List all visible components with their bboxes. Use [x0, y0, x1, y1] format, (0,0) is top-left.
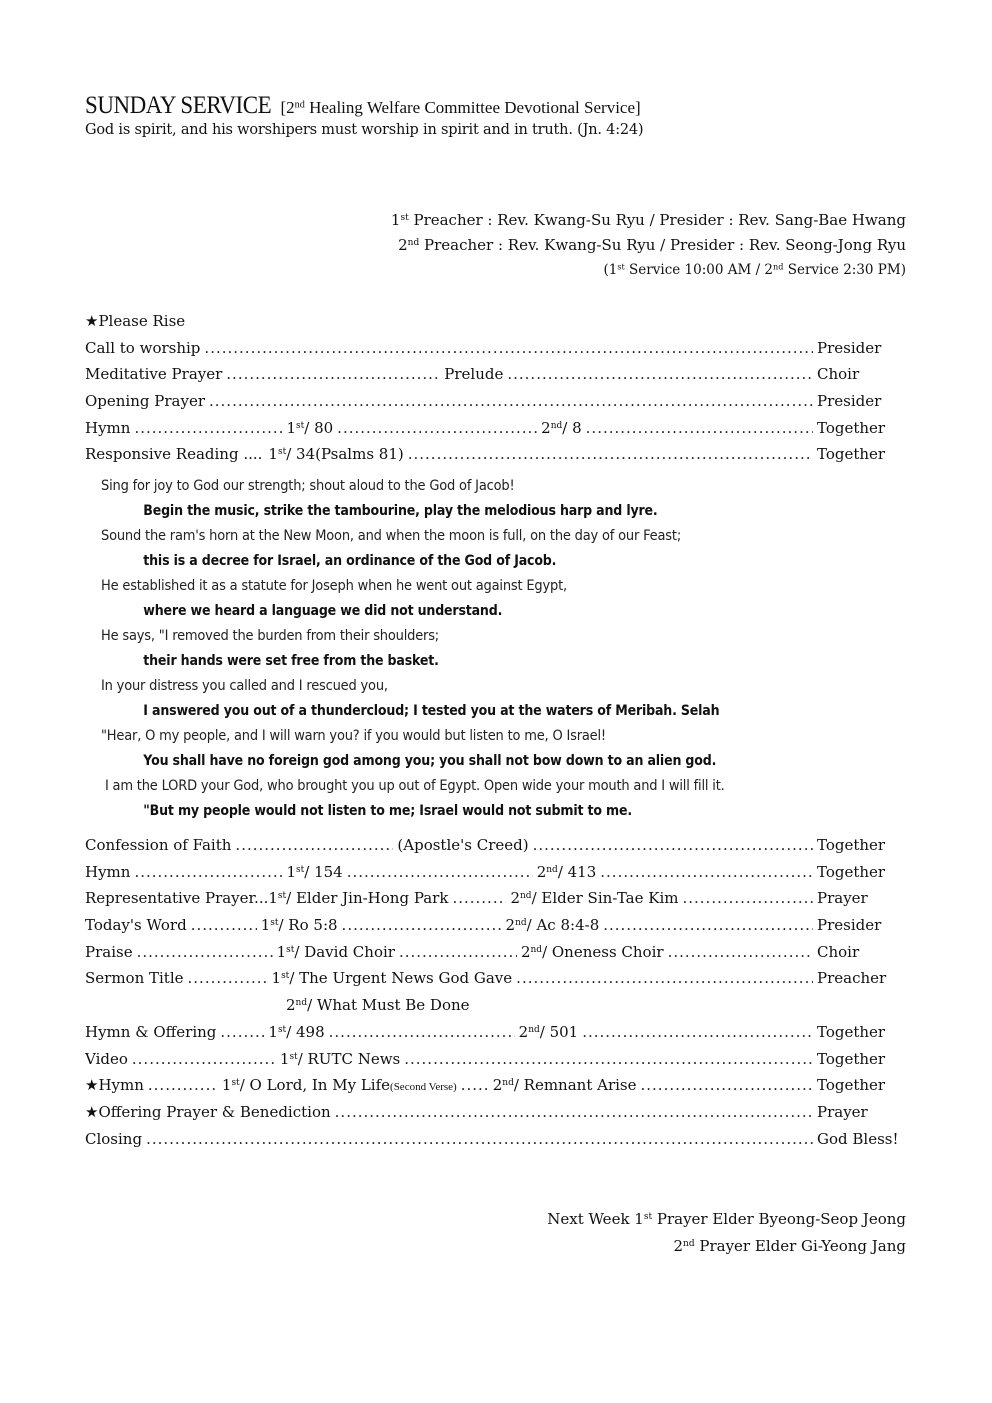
- service-title: SUNDAY SERVICE: [85, 92, 272, 119]
- first-value: / David Choir: [294, 942, 395, 961]
- item-label: Meditative Prayer: [85, 365, 223, 384]
- order-item-praise: [85, 939, 905, 966]
- reading-line: [101, 574, 901, 599]
- first-value: / Elder Jin-Hong Park: [286, 889, 449, 908]
- second-value: / Remnant Arise: [513, 1076, 637, 1095]
- preacher-line-1: [391, 208, 906, 233]
- item-role: Preacher: [817, 969, 887, 988]
- ordinal-sup: nd: [502, 1078, 514, 1089]
- ordinal-sup: st: [286, 944, 295, 955]
- first-service: [280, 1046, 400, 1073]
- ordinal-sup: nd: [546, 864, 558, 875]
- order-item-opening-prayer: [85, 388, 905, 415]
- ordinal-num: 2: [673, 1237, 684, 1255]
- item-label: Representative Prayer...: [85, 889, 269, 908]
- dot-leader: [668, 939, 813, 966]
- ordinal-sup: st: [643, 1212, 653, 1223]
- order-item-hymn-offering: [85, 1019, 905, 1046]
- subtitle-sup: nd: [294, 99, 305, 111]
- ordinal-sup: st: [617, 261, 625, 272]
- second-value: / What Must Be Done: [307, 996, 470, 1015]
- order-item-confession: [85, 832, 905, 859]
- ordinal-sup: st: [296, 864, 305, 875]
- ordinal-sup: nd: [407, 238, 420, 249]
- first-value: / 34(Psalms 81): [286, 445, 404, 464]
- second-service: [519, 1019, 579, 1046]
- preacher-text: Preacher : Rev. Kwang-Su Ryu / Presider : Rev. Sang-Bae Hwang: [408, 211, 906, 229]
- ordinal-sup: nd: [515, 918, 527, 929]
- first-value: / The Urgent News God Gave: [289, 969, 513, 988]
- people-verse: You shall have no foreign god among you; you shall not bow down to an alien god.: [143, 753, 717, 769]
- people-verse: Begin the music, strike the tambourine, play the melodious harp and lyre.: [143, 503, 658, 519]
- ordinal-num: 1: [221, 1076, 232, 1095]
- service-subtitle: [280, 98, 640, 117]
- second-value: / Oneness Choir: [542, 942, 664, 961]
- second-service: [286, 992, 470, 1019]
- dot-leader: [235, 832, 393, 859]
- reading-line: [101, 724, 901, 749]
- dot-leader: [399, 939, 517, 966]
- dot-leader: [148, 1072, 218, 1099]
- second-value: / 8: [562, 418, 582, 437]
- dot-leader: [533, 832, 813, 859]
- item-label: Hymn: [85, 418, 131, 437]
- preacher-line-2: [391, 233, 906, 258]
- second-service: [493, 1072, 637, 1099]
- dot-leader: [586, 415, 813, 442]
- item-role: Together: [817, 862, 886, 881]
- reading-line: [101, 624, 901, 649]
- dot-leader: [337, 415, 537, 442]
- item-label: Call to worship: [85, 338, 201, 357]
- verse-note: (Second Verse): [390, 1081, 457, 1094]
- first-value: / Ro 5:8: [278, 916, 338, 935]
- item-label: Closing: [85, 1129, 143, 1148]
- item-role: Choir: [817, 942, 860, 961]
- item-label: ★Offering Prayer & Benediction: [85, 1102, 331, 1121]
- please-rise-label: ★Please Rise: [85, 312, 186, 330]
- preachers-block: [391, 208, 906, 283]
- second-value: / 413: [557, 862, 597, 881]
- second-value: / Elder Sin-Tae Kim: [531, 889, 679, 908]
- dot-leader: [347, 859, 533, 886]
- second-value: / Ac 8:4-8: [526, 916, 600, 935]
- item-label: ★Hymn: [85, 1076, 144, 1095]
- next-week-prefix: Next Week 1: [547, 1210, 644, 1228]
- order-item-sermon-title: [85, 965, 905, 992]
- ordinal-num: 2: [520, 942, 531, 961]
- theme-verse: God is spirit, and his worshipers must worship in spirit and in truth. (Jn. 4:24): [85, 122, 644, 138]
- order-item-call-to-worship: [85, 335, 905, 362]
- reading-line: [101, 649, 901, 674]
- order-item-hymn: [85, 415, 905, 442]
- dot-leader: [188, 965, 268, 992]
- item-role: Together: [817, 836, 886, 854]
- dot-leader: [461, 1072, 489, 1099]
- item-role: Together: [817, 1049, 886, 1068]
- leader-verse: He established it as a statute for Joseph when he went out against Egypt,: [101, 578, 567, 594]
- dot-leader: [191, 912, 257, 939]
- reading-line: [101, 749, 901, 774]
- leader-verse: He says, "I removed the burden from their shoulders;: [101, 628, 440, 644]
- order-item-sermon-title-second: [85, 992, 905, 1019]
- times-part: Service 10:00 AM / 2: [624, 262, 774, 278]
- dot-leader: [329, 1019, 515, 1046]
- dot-leader: [507, 361, 813, 388]
- item-role: God Bless!: [817, 1129, 899, 1148]
- item-label: Sermon Title: [85, 969, 184, 988]
- dot-leader: [603, 912, 813, 939]
- ordinal-sup: nd: [528, 1024, 540, 1035]
- next-week-name: Prayer Elder Gi-Yeong Jang: [694, 1237, 906, 1255]
- people-verse: where we heard a language we did not understand.: [143, 603, 503, 619]
- first-value: / RUTC News: [297, 1049, 401, 1068]
- first-service: [261, 912, 338, 939]
- item-label: Praise: [85, 942, 133, 961]
- times-part: (1: [603, 262, 618, 278]
- item-middle: Prelude: [444, 365, 504, 384]
- bulletin-title: [85, 92, 641, 120]
- second-service: [521, 939, 664, 966]
- first-service: [268, 885, 448, 912]
- ordinal-sup: nd: [530, 944, 543, 955]
- dot-leader: [134, 415, 282, 442]
- second-service: [506, 912, 600, 939]
- ordinal-sup: st: [277, 891, 287, 902]
- next-week-name: Prayer Elder Byeong-Seop Jeong: [652, 1210, 906, 1228]
- ordinal-sup: st: [277, 447, 287, 458]
- item-label: Video: [85, 1049, 128, 1068]
- order-of-worship-part2: [85, 832, 905, 1152]
- item-role: Together: [817, 445, 886, 464]
- next-week-line-2: [547, 1233, 906, 1260]
- order-item-todays-word: [85, 912, 905, 939]
- subtitle-prefix: [2: [280, 98, 295, 117]
- dot-leader: [226, 361, 440, 388]
- dot-leader: [204, 335, 813, 362]
- leader-verse: I am the LORD your God, who brought you up out of Egypt. Open wide your mouth and I will fill it.: [101, 778, 725, 794]
- people-verse: this is a decree for Israel, an ordinance of the God of Jacob.: [143, 553, 557, 569]
- ordinal-num: 1: [286, 862, 296, 881]
- ordinal-sup: nd: [773, 261, 784, 272]
- ordinal-sup: nd: [520, 891, 532, 902]
- order-item-closing: [85, 1126, 905, 1153]
- second-value: / 501: [539, 1022, 579, 1041]
- ordinal-num: 2: [286, 996, 296, 1015]
- ordinal-num: 2: [510, 889, 520, 908]
- first-value: / O Lord, In My Life: [239, 1076, 391, 1095]
- dot-leader: [342, 912, 502, 939]
- reading-line: [101, 699, 901, 724]
- dot-leader: [132, 1046, 276, 1073]
- item-label: Responsive Reading ....: [85, 445, 263, 464]
- order-item-hymn: [85, 859, 905, 886]
- dot-leader: [146, 1126, 813, 1153]
- item-role: Prayer: [817, 889, 868, 908]
- item-role: Presider: [817, 916, 882, 935]
- first-service: [286, 415, 333, 442]
- people-verse: I answered you out of a thundercloud; I tested you at the waters of Meribah. Selah: [143, 703, 720, 719]
- times-part: Service 2:30 PM): [783, 262, 906, 278]
- people-verse: "But my people would not listen to me; Israel would not submit to me.: [143, 803, 632, 819]
- item-role: Presider: [817, 338, 882, 357]
- order-item-video: [85, 1046, 905, 1073]
- item-middle: (Apostle's Creed): [397, 836, 529, 854]
- ordinal-num: 1: [286, 418, 296, 437]
- preacher-text: Preacher : Rev. Kwang-Su Ryu / Presider : Rev. Seong-Jong Ryu: [419, 236, 906, 254]
- reading-line: [101, 499, 901, 524]
- reading-line: [101, 799, 901, 824]
- leader-verse: "Hear, O my people, and I will warn you? if you would but listen to me, O Israel!: [101, 728, 606, 744]
- dot-leader: [600, 859, 813, 886]
- ordinal-sup: st: [296, 420, 305, 431]
- item-role: Together: [817, 418, 886, 437]
- ordinal-sup: nd: [550, 420, 563, 431]
- responsive-reading-text: [101, 474, 901, 824]
- first-service: [272, 965, 513, 992]
- item-role: Together: [817, 1022, 886, 1041]
- ordinal-num: 1: [279, 1049, 290, 1068]
- ordinal-num: 1: [271, 969, 282, 988]
- ordinal-sup: st: [231, 1078, 240, 1089]
- item-label: Confession of Faith: [85, 836, 232, 854]
- order-item-representative-prayer: [85, 885, 905, 912]
- leader-verse: Sing for joy to God our strength; shout aloud to the God of Jacob!: [101, 478, 515, 494]
- ordinal-num: 1: [268, 1022, 278, 1041]
- item-label: Opening Prayer: [85, 392, 205, 411]
- item-role: Choir: [817, 365, 860, 384]
- ordinal-num: 1: [268, 889, 278, 908]
- item-role: Prayer: [817, 1102, 868, 1121]
- order-item-responsive-reading: [85, 441, 905, 468]
- first-value: / 154: [304, 862, 343, 881]
- ordinal-num: 2: [536, 862, 547, 881]
- dot-leader: [516, 965, 813, 992]
- dot-leader: [209, 388, 813, 415]
- ordinal-sup: st: [281, 971, 290, 982]
- next-week-line-1: [547, 1206, 906, 1233]
- ordinal-num: 1: [260, 916, 271, 935]
- first-service: [268, 441, 403, 468]
- ordinal-sup: st: [400, 213, 409, 224]
- ordinal-num: 2: [505, 916, 516, 935]
- ordinal-num: 2: [492, 1076, 503, 1095]
- second-service: [537, 859, 597, 886]
- dot-leader: [137, 939, 273, 966]
- dot-leader: [408, 441, 813, 468]
- leader-verse: In your distress you called and I rescued you,: [101, 678, 388, 694]
- first-service: [286, 859, 342, 886]
- item-role: Together: [817, 1076, 886, 1095]
- dot-leader: [220, 1019, 264, 1046]
- dot-leader: [134, 859, 282, 886]
- ordinal-num: 2: [541, 418, 551, 437]
- reading-line: [101, 524, 901, 549]
- reading-line: [101, 674, 901, 699]
- service-times: [391, 258, 906, 283]
- ordinal-sup: nd: [683, 1239, 695, 1250]
- order-item-offering-prayer: [85, 1099, 905, 1126]
- ordinal-num: 1: [276, 942, 287, 961]
- reading-line: [101, 599, 901, 624]
- order-item-star-hymn: [85, 1072, 905, 1099]
- first-service: [268, 1019, 324, 1046]
- item-label: Hymn & Offering: [85, 1022, 217, 1041]
- next-week-prayer: [547, 1206, 906, 1260]
- dot-leader: [641, 1072, 814, 1099]
- ordinal-num: 1: [268, 445, 278, 464]
- order-item-meditative-prayer: [85, 361, 905, 388]
- ordinal-sup: st: [277, 1024, 287, 1035]
- reading-line: [101, 474, 901, 499]
- ordinal-num: 2: [518, 1022, 529, 1041]
- leader-verse: Sound the ram's horn at the New Moon, and when the moon is full, on the day of our Feast;: [101, 528, 682, 544]
- ordinal-sup: nd: [295, 998, 308, 1009]
- ordinal-sup: st: [289, 1051, 298, 1062]
- reading-line: [101, 549, 901, 574]
- first-service: [222, 1072, 457, 1101]
- first-value: / 80: [304, 418, 334, 437]
- dot-leader: [404, 1046, 813, 1073]
- dot-leader: [582, 1019, 813, 1046]
- ordinal-sup: st: [270, 918, 279, 929]
- item-label: Today's Word: [85, 916, 187, 935]
- dot-leader: [682, 885, 813, 912]
- dot-leader: [452, 885, 506, 912]
- second-service: [510, 885, 678, 912]
- people-verse: their hands were set free from the basket.: [143, 653, 439, 669]
- first-value: / 498: [286, 1022, 325, 1041]
- order-of-worship-part1: [85, 308, 905, 468]
- reading-line: [101, 774, 901, 799]
- item-role: Presider: [817, 392, 882, 411]
- first-service: [277, 939, 395, 966]
- subtitle-rest: Healing Welfare Committee Devotional Service]: [304, 98, 641, 117]
- ordinal-num: 1: [390, 211, 401, 229]
- item-label: Hymn: [85, 862, 131, 881]
- second-service: [541, 415, 581, 442]
- dot-leader: [335, 1099, 813, 1126]
- ordinal-num: 2: [398, 236, 408, 254]
- please-rise: [85, 308, 905, 335]
